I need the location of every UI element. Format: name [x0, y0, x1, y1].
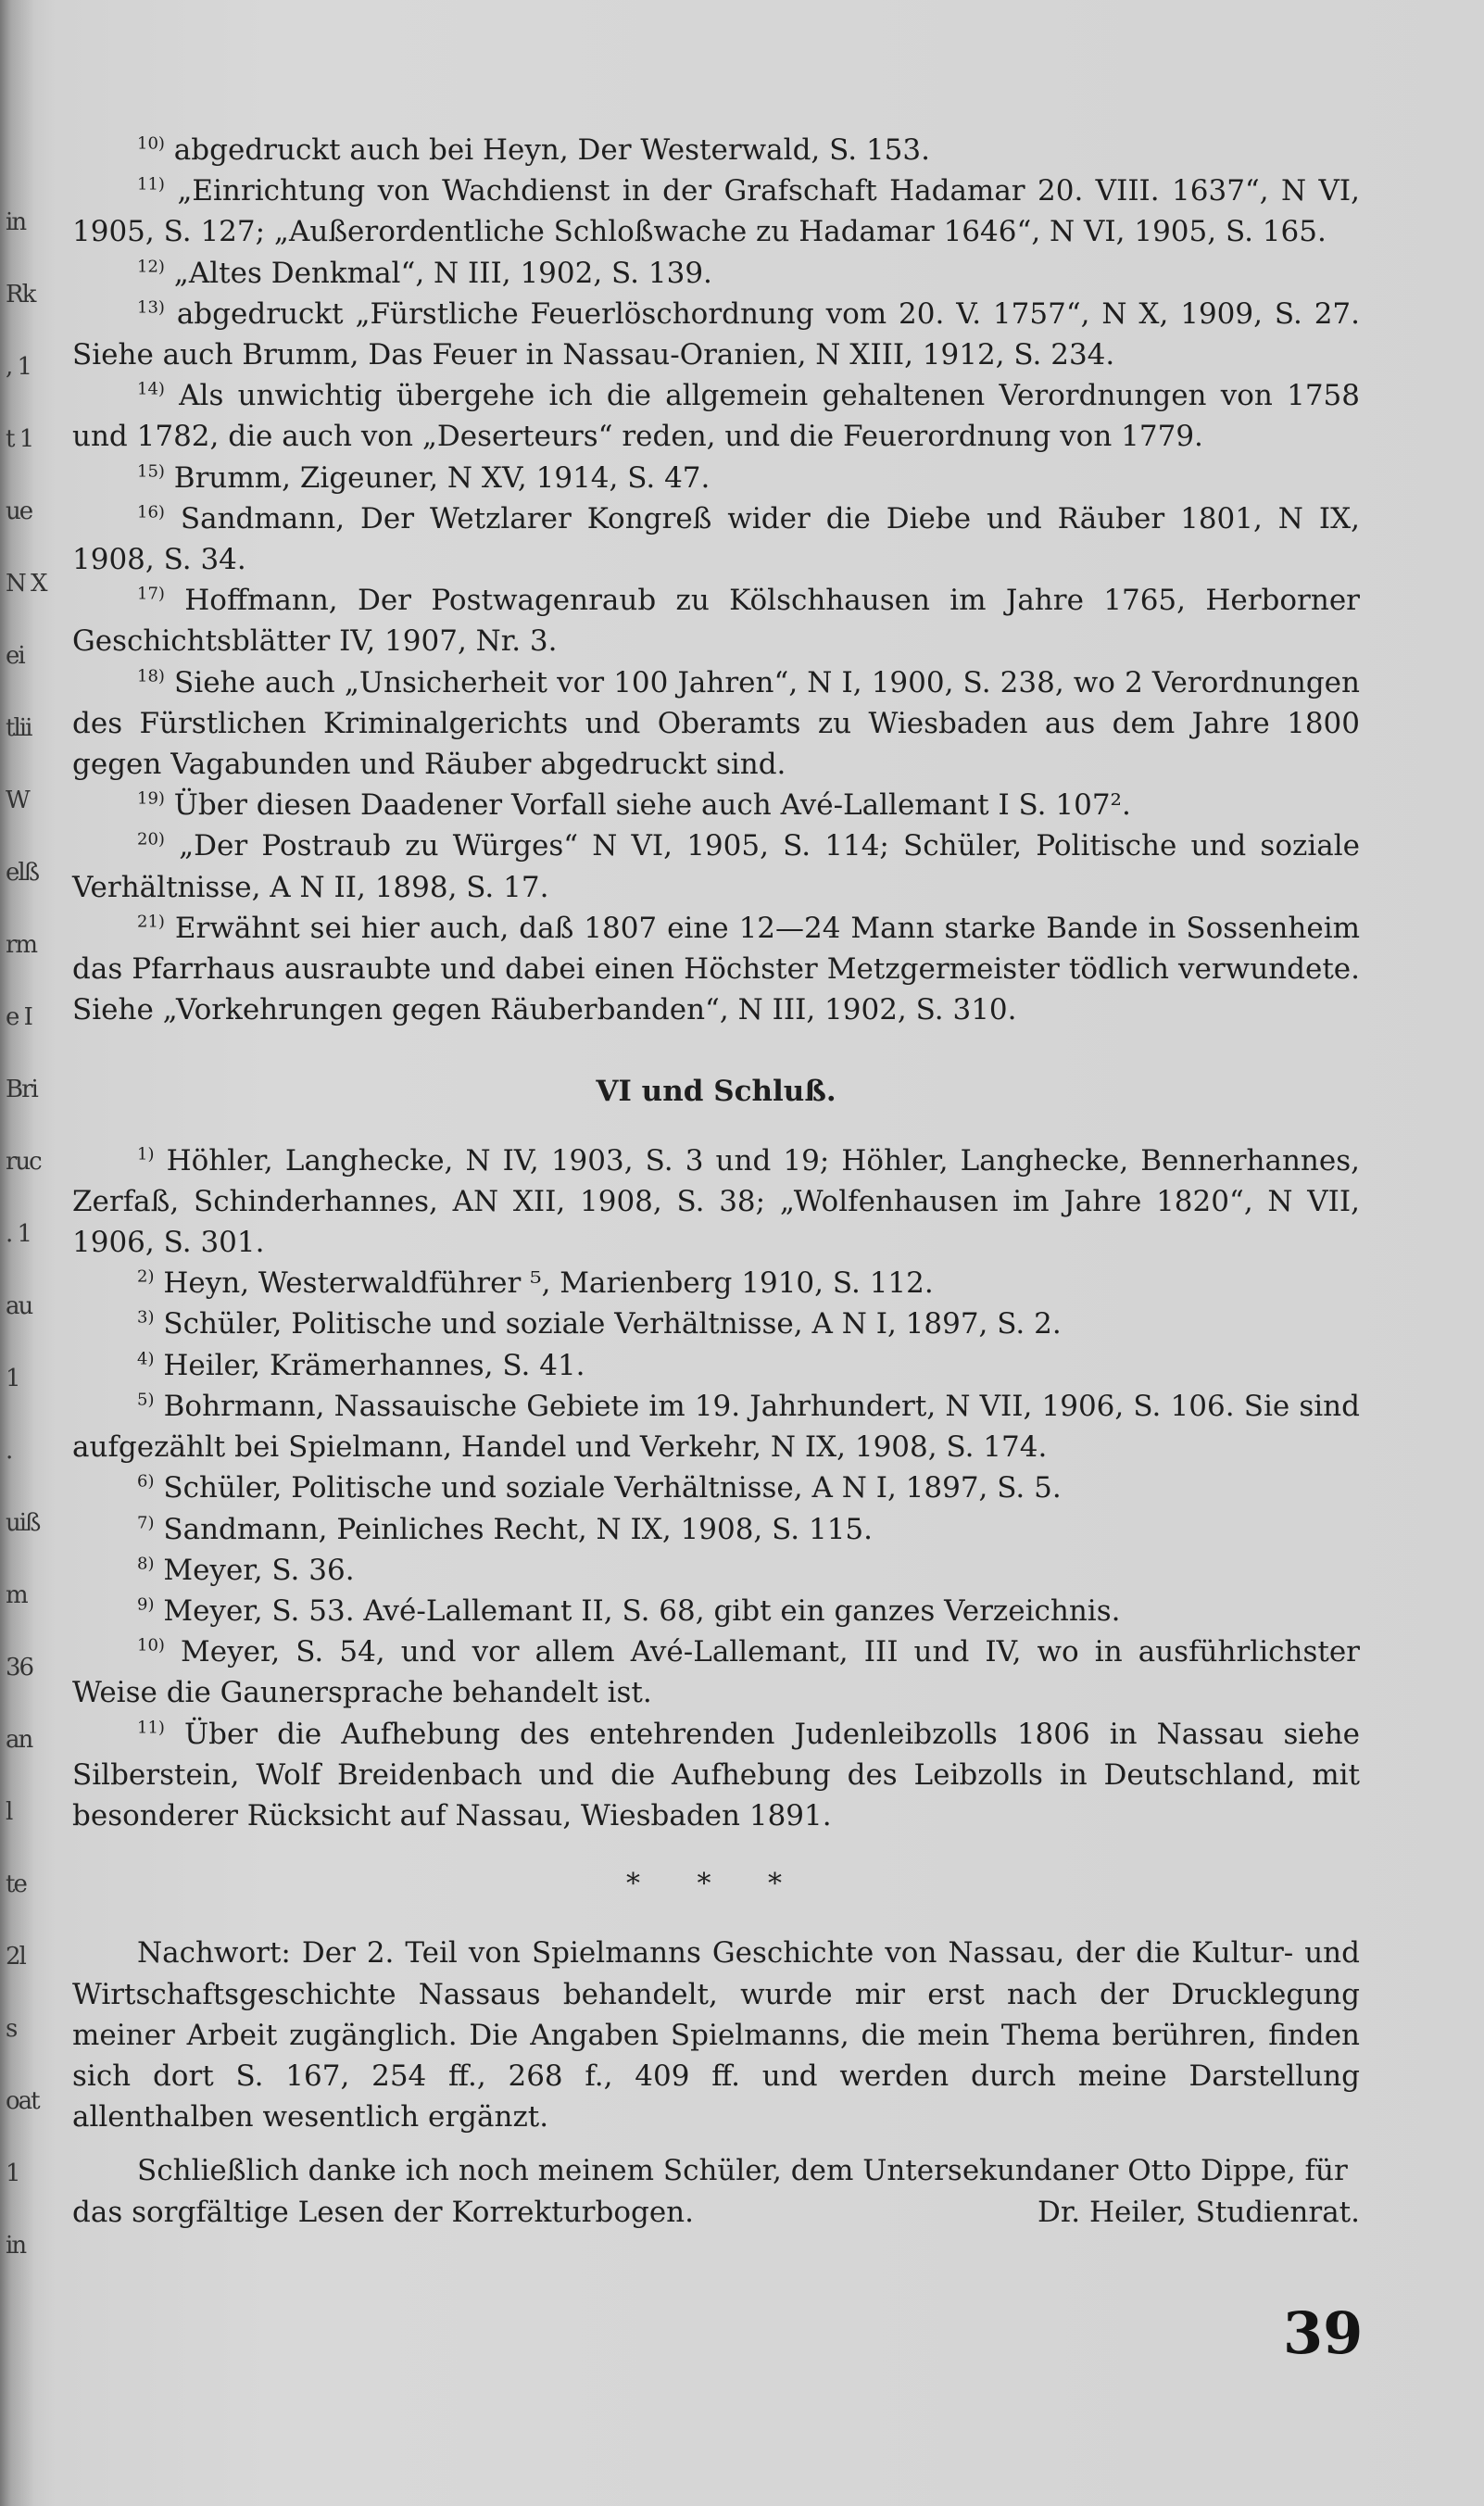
footnote: [72, 253, 1360, 294]
nachwort-paragraph: Nachwort: Der 2. Teil von Spielmanns Geschichte von Nassau, der die Kultur- und Wirtschaftsgeschichte Nassaus behandelt, wurde mir erst nach der Drucklegung meiner Arbeit zugänglich. Die Angaben Spielmanns, die mein Thema berühren, finden sich dort S. 167, 254 ff., 268 f., 409 ff. und werden durch meine Darstellung allenthalben wesentlich ergänzt.: [72, 1936, 1360, 2135]
footnote-number: 4): [137, 1349, 155, 1369]
bleed-fragment: uiß: [6, 1509, 40, 1537]
footnote: [72, 1631, 1360, 1713]
footnote-number: 19): [137, 788, 165, 809]
footnote-number: 10): [137, 1635, 165, 1656]
footnote-text: Höhler, Langhecke, N IV, 1903, S. 3 und 19; Höhler, Langhecke, Bennerhannes, Zerfaß, Schinderhannes, AN XII, 1908, S. 38; „Wolfenhausen im Jahre 1820“, N VII, 1906, S. 301.: [72, 1143, 1360, 1260]
footnote-text: Bohrmann, Nassauische Gebiete im 19. Jahrhundert, N VII, 1906, S. 106. Sie sind aufgezählt bei Spielmann, Handel und Verkehr, N IX, 1908, S. 174.: [72, 1389, 1360, 1465]
bleed-fragment: rm: [6, 931, 37, 959]
footnote: [72, 458, 1360, 498]
footnote-text: abgedruckt auch bei Heyn, Der Westerwald, S. 153.: [173, 133, 930, 167]
page-number: 39: [1283, 2299, 1364, 2367]
bleed-fragment: 2l: [6, 1943, 25, 1971]
footnote-text: „Altes Denkmal“, N III, 1902, S. 139.: [173, 256, 712, 290]
footnote-number: 14): [137, 379, 165, 399]
footnote-text: Meyer, S. 53. Avé-Lallemant II, S. 68, gibt ein ganzes Verzeichnis.: [163, 1593, 1121, 1628]
signature: Dr. Heiler, Studienrat.: [1038, 2195, 1360, 2229]
footnote-number: 11): [137, 1718, 165, 1738]
bleed-fragment: N X: [6, 570, 46, 598]
footnote-text: Schüler, Politische und soziale Verhältnisse, A N I, 1897, S. 2.: [163, 1307, 1062, 1341]
footnote-number: 8): [137, 1554, 155, 1574]
footnote-number: 5): [137, 1390, 155, 1410]
bleed-fragment: ei: [6, 642, 24, 670]
footnote-number: 9): [137, 1594, 155, 1615]
bleed-fragment: oat: [6, 2087, 39, 2115]
footnote: [72, 825, 1360, 907]
footnote-text: Sandmann, Peinliches Recht, N IX, 1908, S. 115.: [163, 1512, 873, 1546]
footnote: [72, 1386, 1360, 1467]
bleed-fragment: ue: [6, 497, 32, 525]
footnote: [72, 130, 1360, 170]
footnote-text: Über diesen Daadener Vorfall siehe auch Avé-Lallemant I S. 107².: [173, 788, 1131, 823]
footnote: [72, 1467, 1360, 1508]
bleed-fragment: elß: [6, 859, 39, 887]
bleed-fragment: au: [6, 1292, 32, 1320]
footnote-text: Meyer, S. 54, und vor allem Avé-Lallemant, III und IV, wo in ausführlichster Weise die Gaunersprache behandelt ist.: [72, 1635, 1360, 1710]
bleed-fragment: Rk: [6, 281, 35, 309]
footnote-text: Schüler, Politische und soziale Verhältnisse, A N I, 1897, S. 5.: [163, 1471, 1062, 1505]
footnote-number: 21): [137, 912, 165, 932]
footnote-number: 7): [137, 1513, 155, 1533]
page-content: [72, 130, 1360, 2233]
footnote-number: 20): [137, 830, 165, 850]
footnote: [72, 1509, 1360, 1550]
bleed-fragment: l: [6, 1798, 12, 1826]
bleed-fragment: t 1: [6, 425, 33, 453]
footnote-text: Heiler, Krämerhannes, S. 41.: [163, 1348, 585, 1382]
bleed-fragment: W: [6, 787, 29, 814]
separator-stars: * * *: [625, 1868, 807, 1901]
footnote-text: Siehe auch „Unsicherheit vor 100 Jahren“, N I, 1900, S. 238, wo 2 Verordnungen des Fürstlichen Kriminalgerichts und Oberamts zu Wiesbaden aus dem Jahre 1800 gegen Vagabunden und Räuber abgedruckt sind.: [72, 665, 1360, 782]
bleed-fragment: . 1: [6, 1220, 31, 1248]
footnotes-part-2: [72, 1140, 1360, 1836]
footnotes-part-1: [72, 130, 1360, 1030]
bleed-fragment: e I: [6, 1003, 31, 1031]
footnote-text: Über die Aufhebung des entehrenden Judenleibzolls 1806 in Nassau siehe Silberstein, Wolf Breidenbach und die Aufhebung des Leibzolls in Deutschland, mit besonderer Rücksicht auf Nassau, Wiesbaden 1891.: [72, 1717, 1361, 1832]
footnote-number: 15): [137, 461, 165, 482]
footnote: [72, 662, 1360, 786]
footnote-text: „Einrichtung von Wachdienst in der Grafschaft Hadamar 20. VIII. 1637“, N VI, 1905, S. 127; „Außerordentliche Schloßwache zu Hadamar 1646“, N VI, 1905, S. 165.: [72, 174, 1360, 249]
footnote: [72, 1303, 1360, 1344]
bleed-fragment: , 1: [6, 353, 31, 381]
footnote-text: Heyn, Westerwaldführer ⁵, Marienberg 1910, S. 112.: [163, 1266, 934, 1301]
footnote-number: 10): [137, 133, 165, 154]
footnote: [72, 170, 1360, 252]
footnote-number: 12): [137, 257, 165, 277]
footnote-number: 11): [137, 174, 165, 195]
bleed-fragment: te: [6, 1870, 26, 1898]
bleed-fragment: 1: [6, 1365, 19, 1392]
footnote: [72, 1714, 1360, 1837]
footnote: [72, 498, 1360, 580]
footnote-text: Erwähnt sei hier auch, daß 1807 eine 12—24 Mann starke Bande in Sossenheim das Pfarrhaus ausraubte und dabei einen Höchster Metzgermeister tödlich verwundete. Siehe „Vorkehrungen gegen Räuberbanden“, N III, 1902, S. 310.: [72, 911, 1361, 1027]
bleed-fragment: s: [6, 2015, 17, 2043]
footnote-text: Meyer, S. 36.: [163, 1553, 355, 1587]
footnote: [72, 294, 1360, 375]
footnote: [72, 1345, 1360, 1386]
footnote-text: abgedruckt „Fürstliche Feuerlöschordnung vom 20. V. 1757“, N X, 1909, S. 27. Siehe auch Brumm, Das Feuer in Nassau-Oranien, N XIII, 1912, S. 234.: [72, 296, 1361, 372]
bleed-fragment: tlii: [6, 714, 31, 742]
footnote-number: 6): [137, 1471, 155, 1492]
footnote: [72, 1140, 1360, 1264]
bleed-fragment: m: [6, 1581, 27, 1609]
bleed-fragment: 1: [6, 2160, 19, 2187]
section-title: VI und Schluß.: [596, 1075, 836, 1109]
closing-text: das sorgfältige Lesen der Korrekturbogen.: [72, 2195, 694, 2229]
closing-line-2: [72, 2192, 1360, 2233]
bleed-fragment: ruc: [6, 1148, 41, 1176]
footnote-number: 18): [137, 666, 165, 686]
footnote-text: Hoffmann, Der Postwagenraub zu Kölschhausen im Jahre 1765, Herborner Geschichtsblätter IV, 1907, Nr. 3.: [72, 584, 1360, 659]
footnote: [72, 908, 1360, 1031]
closing-line-1: Schließlich danke ich noch meinem Schüler, dem Untersekundaner Otto Dippe, für: [137, 2154, 1348, 2188]
footnote-number: 17): [137, 584, 165, 604]
footnote-number: 2): [137, 1266, 155, 1287]
footnote: [72, 580, 1360, 661]
bleed-fragment: in: [6, 2232, 26, 2260]
footnote: [72, 1263, 1360, 1303]
bleed-fragment: Bri: [6, 1076, 37, 1103]
footnote-text: Als unwichtig übergehe ich die allgemein gehaltenen Verordnungen von 1758 und 1782, die auch von „Deserteurs“ reden, und die Feuerordnung von 1779.: [72, 379, 1361, 454]
footnote: [72, 785, 1360, 825]
bleed-fragment: an: [6, 1726, 32, 1754]
footnote-number: 16): [137, 502, 165, 523]
footnote: [72, 1591, 1360, 1631]
footnote-number: 3): [137, 1308, 155, 1329]
bleed-fragment: in: [6, 208, 26, 236]
footnote-text: „Der Postraub zu Würges“ N VI, 1905, S. 114; Schüler, Politische und soziale Verhältnisse, A N II, 1898, S. 17.: [72, 829, 1360, 904]
footnote-text: Brumm, Zigeuner, N XV, 1914, S. 47.: [173, 460, 711, 495]
footnote-text: Sandmann, Der Wetzlarer Kongreß wider die Diebe und Räuber 1801, N IX, 1908, S. 34.: [72, 501, 1360, 577]
bleed-fragment: 36: [6, 1654, 33, 1681]
footnote: [72, 375, 1360, 457]
footnote-number: 13): [137, 297, 165, 318]
bleed-fragment: .: [6, 1437, 12, 1465]
footnote-number: 1): [137, 1144, 155, 1165]
footnote: [72, 1550, 1360, 1591]
